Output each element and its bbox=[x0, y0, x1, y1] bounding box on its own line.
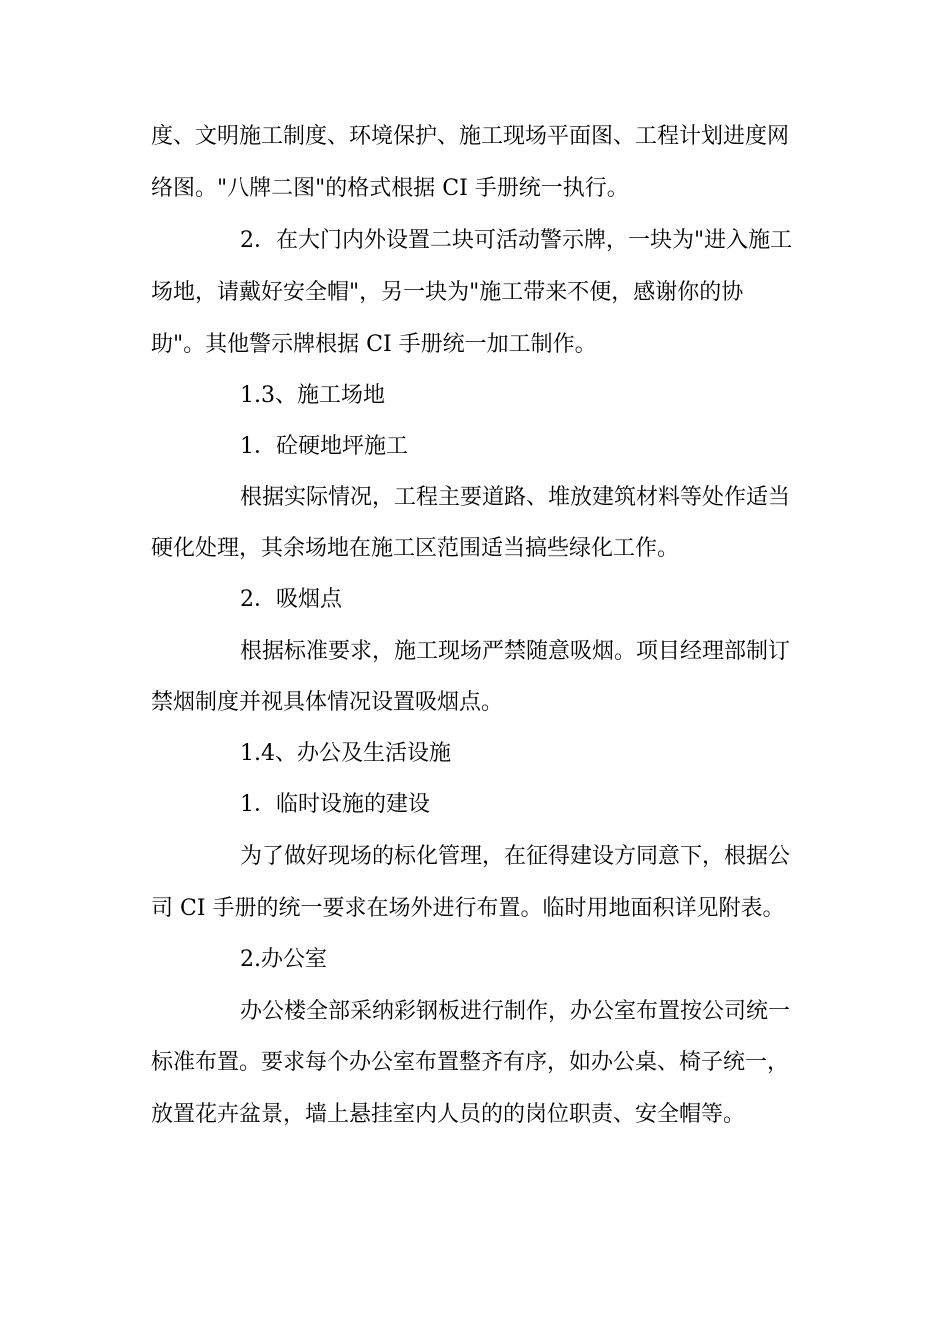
subsection-heading: 2.办公室 bbox=[240, 947, 327, 972]
paragraph-first-line: 2．在大门内外设置二块可活动警示牌，一块为"进入施工 bbox=[240, 228, 793, 253]
paragraph-first-line: 办公楼全部采纳彩钢板进行制作，办公室布置按公司统一 bbox=[240, 999, 791, 1024]
subsection-heading: 1．临时设施的建设 bbox=[240, 792, 430, 817]
subsection-heading: 2．吸烟点 bbox=[240, 587, 342, 612]
paragraph-first-line: 根据实际情况，工程主要道路、堆放建筑材料等处作适当 bbox=[240, 485, 791, 510]
body-text-line: 司 CI 手册的统一要求在场外进行布置。临时用地面积详见附表。 bbox=[151, 896, 785, 921]
section-heading: 1.4、办公及生活设施 bbox=[240, 741, 451, 766]
body-text-line: 硬化处理，其余场地在施工区范围适当搞些绿化工作。 bbox=[151, 536, 680, 561]
body-text-line: 络图。"八牌二图"的格式根据 CI 手册统一执行。 bbox=[151, 176, 629, 201]
paragraph-first-line: 为了做好现场的标化管理，在征得建设方同意下，根据公 bbox=[240, 844, 791, 869]
body-text-line: 助"。其他警示牌根据 CI 手册统一加工制作。 bbox=[151, 332, 597, 357]
body-text-line: 标准布置。要求每个办公室布置整齐有序，如办公桌、椅子统一， bbox=[151, 1050, 790, 1075]
section-heading: 1.3、施工场地 bbox=[240, 383, 385, 408]
body-text-line: 禁烟制度并视具体情况设置吸烟点。 bbox=[151, 690, 504, 715]
subsection-heading: 1．砼硬地坪施工 bbox=[240, 434, 408, 459]
body-text-line: 放置花卉盆景，墙上悬挂室内人员的的岗位职责、安全帽等。 bbox=[151, 1102, 746, 1127]
paragraph-first-line: 根据标准要求，施工现场严禁随意吸烟。项目经理部制订 bbox=[240, 639, 791, 664]
body-text-line: 度、文明施工制度、环境保护、施工现场平面图、工程计划进度网 bbox=[151, 124, 790, 149]
body-text-line: 场地，请戴好安全帽"，另一块为"施工带来不便，感谢你的协 bbox=[151, 280, 744, 305]
